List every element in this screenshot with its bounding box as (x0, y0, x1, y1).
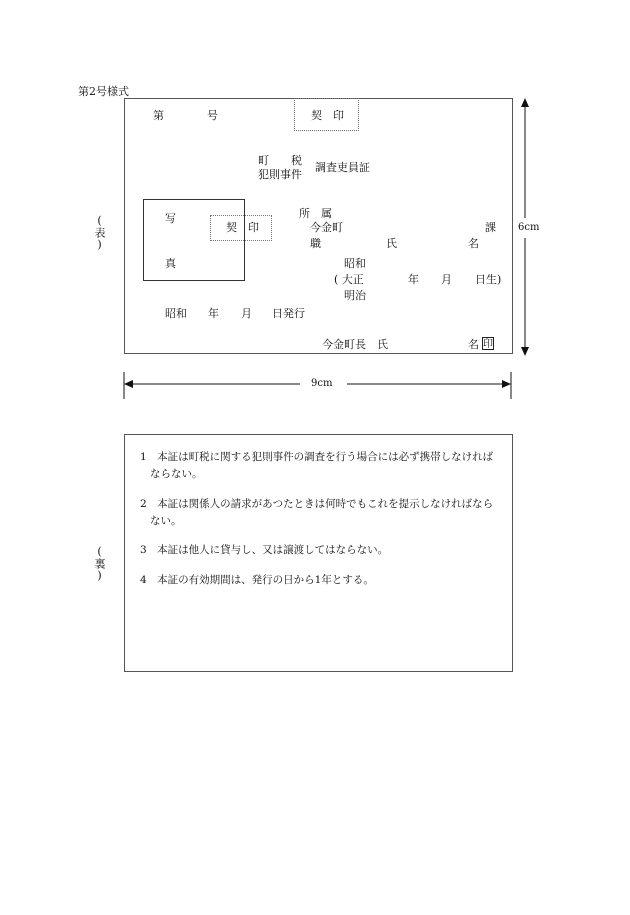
title-case: 犯則事件 (258, 168, 302, 181)
top-seal-label: 契 印 (311, 109, 344, 122)
birth-month: 月 (441, 273, 452, 286)
height-label: 6cm (518, 222, 540, 233)
number-prefix: 第 (153, 109, 164, 122)
note-3 (140, 542, 510, 559)
name-shi: 氏 (386, 237, 397, 250)
width-label: 9cm (311, 378, 333, 389)
issue-era: 昭和 (165, 307, 187, 320)
note-3-line1: 3 本証は他人に貸与し、又は譲渡してはならない。 (140, 544, 389, 556)
issue-year: 年 (208, 307, 219, 320)
issue-day: 日発行 (272, 307, 305, 320)
era-meiji: 明治 (344, 289, 366, 302)
note-1-line1: 1 本証は町税に関する犯則事件の調査を行う場合には必ず携帯しなければ (140, 451, 494, 463)
front-side-label: (表) (93, 214, 106, 251)
title-card: 調査吏員証 (315, 161, 370, 174)
back-side-label: (裏) (93, 545, 106, 582)
era-showa: 昭和 (344, 257, 366, 270)
photo-top-label: 写 (165, 212, 176, 225)
birth-day: 日生) (475, 273, 502, 286)
note-2-line1: 2 本証は関係人の請求があつたときは何時でもこれを提示しなければなら (140, 498, 494, 510)
photo-seal-label: 契 印 (226, 221, 259, 234)
dept-town: 今金町 (310, 221, 343, 234)
issue-month: 月 (241, 307, 252, 320)
mayor-mei: 名 (468, 338, 479, 351)
note-2-line2: ない。 (150, 515, 182, 527)
number-suffix: 号 (207, 109, 218, 122)
name-mei: 名 (468, 237, 479, 250)
title-tax: 町 税 (258, 154, 302, 167)
photo-bottom-label: 真 (165, 257, 176, 270)
note-1-line2: ならない。 (150, 468, 203, 480)
mayor-name: 今金町長 氏 (322, 338, 388, 351)
form-number: 第2号様式 (78, 85, 129, 98)
note-4 (140, 572, 510, 589)
note-2 (140, 496, 510, 530)
job-label: 職 (310, 237, 321, 250)
note-4-line1: 4 本証の有効期間は、発行の日から1年とする。 (140, 574, 374, 586)
note-1 (140, 449, 510, 483)
dept-ka: 課 (485, 221, 496, 234)
era-taisho: ( 大正 (334, 273, 364, 286)
seal-mark-box: 印 (483, 339, 493, 350)
birth-year: 年 (408, 273, 419, 286)
dept-label: 所 属 (299, 207, 332, 220)
